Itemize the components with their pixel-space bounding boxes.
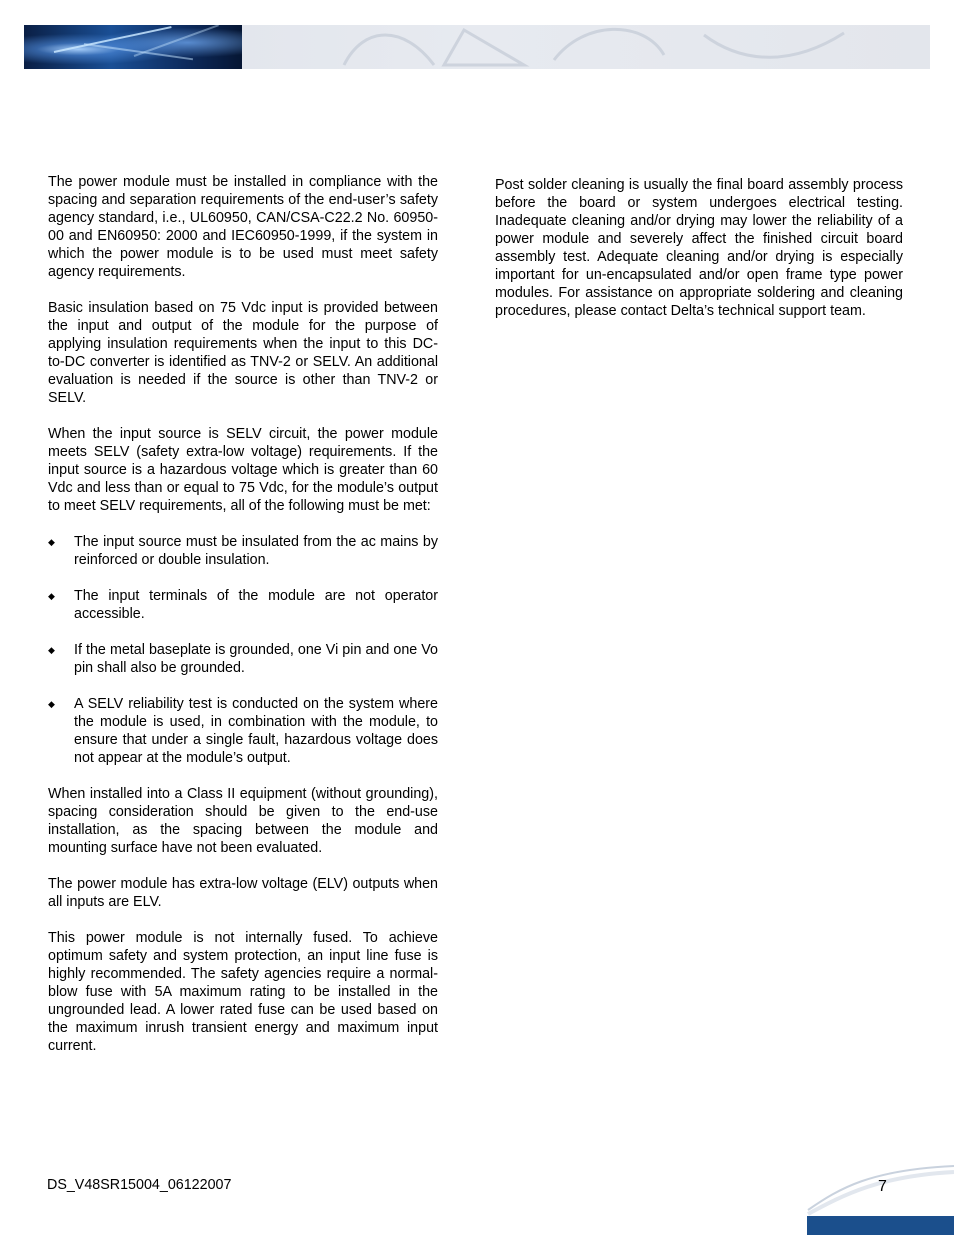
left-column: [48, 173, 438, 1055]
header-banner: [24, 25, 930, 69]
right-column: [495, 176, 903, 320]
list-item-text: The input source must be insulated from the ac mains by reinforced or double insulation.: [74, 534, 438, 568]
page-number: 7: [878, 1178, 887, 1195]
paragraph: The power module has extra-low voltage (ELV) outputs when all inputs are ELV.: [48, 876, 438, 910]
list-item: [48, 533, 438, 569]
list-item: [48, 641, 438, 677]
footer-corner-decoration: [800, 1160, 954, 1218]
paragraph: This power module is not internally fused. To achieve optimum safety and system protection, an input line fuse is highly recommended. The safety agencies require a normal-blow fuse with 5A maximum rating to be installed in the ungrounded lead. A lower rated fuse can be used based on the maximum inrush transient energy and maximum input current.: [48, 930, 438, 1054]
list-item: [48, 695, 438, 767]
paragraph: Post solder cleaning is usually the final board assembly process before the board or system undergoes electrical testing. Inadequate cleaning and/or drying may lower the reliability of a power module and severely affect the finished circuit board assembly test. Adequate cleaning and/or drying is especially important for un-encapsulated and/or open frame type power modules. For assistance on appropriate soldering and cleaning procedures, please contact Delta’s technical support team.: [495, 177, 903, 319]
list-item: [48, 587, 438, 623]
list-item-text: A SELV reliability test is conducted on the system where the module is used, in combination with the module, to ensure that under a single fault, hazardous voltage does not appear at the module’s output.: [74, 696, 438, 766]
bullet-icon: ◆: [48, 591, 55, 601]
paragraph: When the input source is SELV circuit, the power module meets SELV (safety extra-low voltage) requirements. If the input source is a hazardous voltage which is greater than 60 Vdc and less than or equal to 75 Vdc, for the module’s output to meet SELV requirements, all of the following must be met:: [48, 426, 438, 514]
footer-corner-bar: [807, 1216, 954, 1235]
banner-decoration: [324, 25, 884, 69]
bullet-icon: ◆: [48, 699, 55, 709]
banner-photo: [24, 25, 242, 69]
paragraph: The power module must be installed in compliance with the spacing and separation requirements of the end-user’s safety agency standard, i.e., UL60950, CAN/CSA-C22.2 No. 60950-00 and EN60950: 2000 and IEC60950-1999, if the system in which the power module is to be used must meet safety agency requirements.: [48, 174, 438, 280]
bullet-icon: ◆: [48, 537, 55, 547]
paragraph: Basic insulation based on 75 Vdc input is provided between the input and output of the module for the purpose of applying insulation requirements when the input to this DC-to-DC converter is identified as TNV-2 or SELV. An additional evaluation is needed if the source is other than TNV-2 or SELV.: [48, 300, 438, 406]
paragraph: When installed into a Class II equipment (without grounding), spacing consideration should be given to the end-use installation, as the spacing between the module and mounting surface have not been evaluated.: [48, 786, 438, 856]
bullet-icon: ◆: [48, 645, 55, 655]
document-id: DS_V48SR15004_06122007: [47, 1177, 232, 1193]
list-item-text: If the metal baseplate is grounded, one Vi pin and one Vo pin shall also be grounded.: [74, 642, 438, 676]
list-item-text: The input terminals of the module are not operator accessible.: [74, 588, 438, 622]
